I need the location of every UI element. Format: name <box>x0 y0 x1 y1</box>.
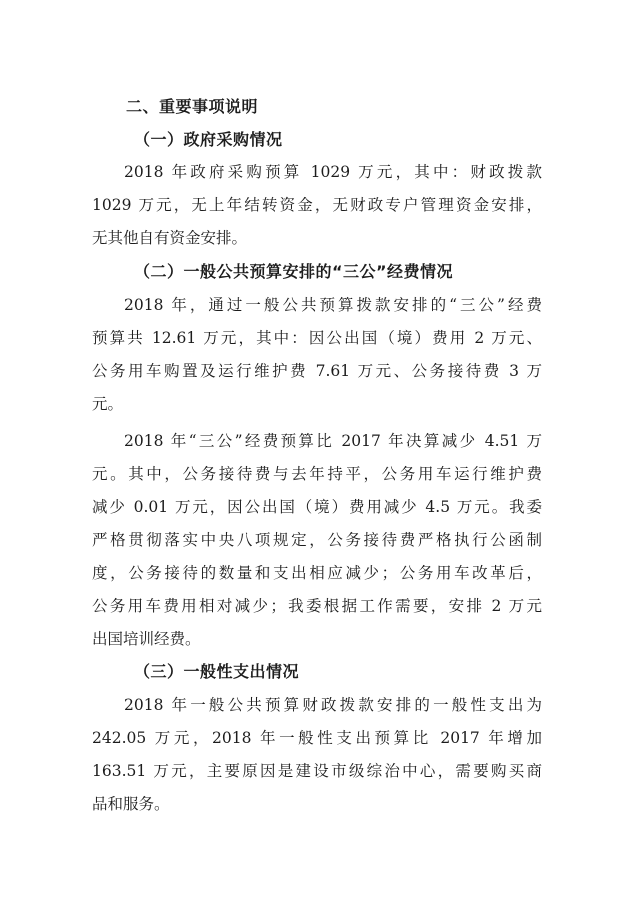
text-line: 2018 年“三公”经费预算比 2017 年决算减少 4.51 万 <box>124 432 542 450</box>
text-line: 预算共 12.61 万元，其中：因公出国（境）费用 2 万元、 <box>92 329 542 347</box>
text-line: 严格贯彻落实中央八项规定，公务接待费严格执行公函制 <box>92 531 542 549</box>
text-line: 2018 年政府采购预算 1029 万元，其中：财政拨款 <box>124 163 542 181</box>
text-line: 出国培训经费。 <box>92 630 201 648</box>
text-line: 2018 年，通过一般公共预算拨款安排的“三公”经费 <box>124 296 542 314</box>
text-line: 公务用车购置及运行维护费 7.61 万元、公务接待费 3 万 <box>92 362 542 380</box>
subsection-title-three-public: （二）一般公共预算安排的“三公”经费情况 <box>134 262 454 281</box>
text-line: 163.51 万元，主要原因是建设市级综治中心，需要购买商 <box>92 762 542 780</box>
paragraph-three-public-budget <box>92 289 542 421</box>
text-line: 1029 万元，无上年结转资金，无财政专户管理资金安排， <box>92 196 542 214</box>
subsection-title-procurement: （一）政府采购情况 <box>134 130 283 149</box>
text-line: 元。 <box>92 395 124 413</box>
text-line: 无其他自有资金安排。 <box>92 229 248 247</box>
text-line: 元。其中，公务接待费与去年持平，公务用车运行维护费 <box>92 465 542 483</box>
text-line: 减少 0.01 万元，因公出国（境）费用减少 4.5 万元。我委 <box>92 498 542 516</box>
text-line: 242.05 万元，2018 年一般性支出预算比 2017 年增加 <box>92 729 542 747</box>
subsection-title-general-expenditure: （三）一般性支出情况 <box>134 662 300 681</box>
section-title: 二、重要事项说明 <box>126 97 259 116</box>
text-line: 品和服务。 <box>92 795 170 813</box>
paragraph-procurement <box>92 156 542 255</box>
text-line: 公务用车费用相对减少；我委根据工作需要，安排 2 万元 <box>92 597 542 615</box>
paragraph-three-public-comparison <box>92 425 542 656</box>
text-line: 度，公务接待的数量和支出相应减少；公务用车改革后， <box>92 564 542 582</box>
paragraph-general-expenditure <box>92 689 542 821</box>
text-line: 2018 年一般公共预算财政拨款安排的一般性支出为 <box>124 696 542 714</box>
